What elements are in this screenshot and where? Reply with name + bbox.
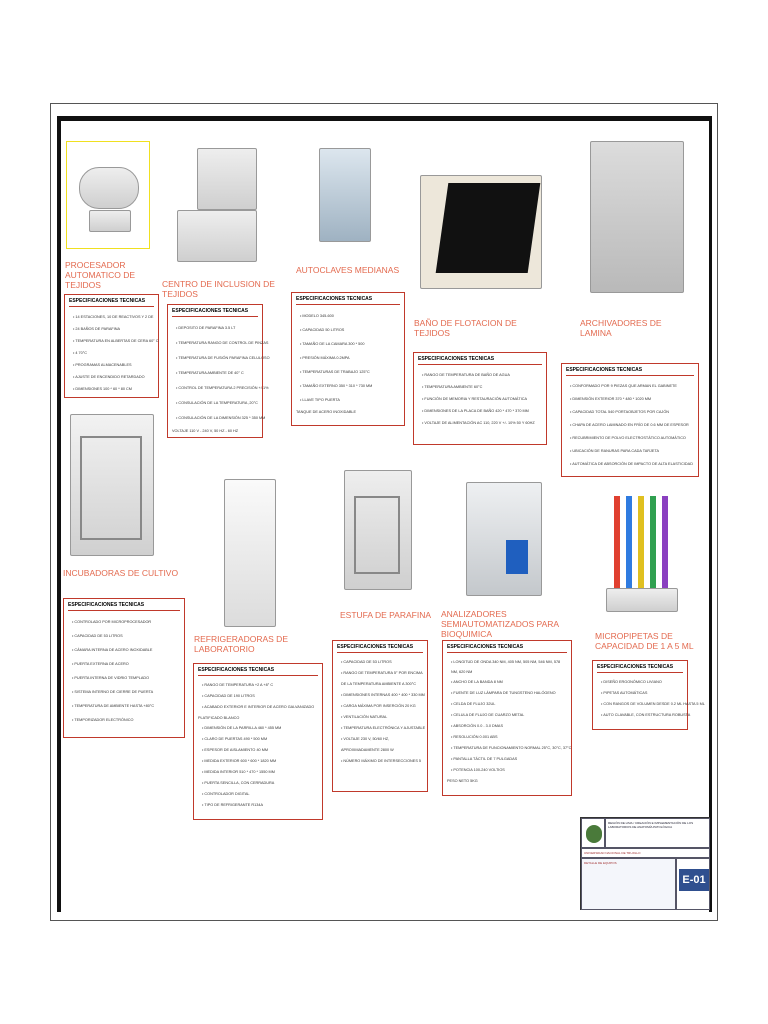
spec-item: • RANGO DE TEMPERATURA 5° POR ENCIMA DE LA TEMPERATURA AMBIENTE A 300°C: [341, 668, 423, 690]
spec-item: • TAMAÑO EXTERNO 350 * 310 * 730 MM: [300, 379, 400, 393]
spec-item: • TEMPORIZADOR ELECTRÓNICO: [72, 713, 180, 727]
spec-box: [442, 640, 572, 796]
university-name: UNIVERSIDAD NACIONAL DE TRUJILLO: [581, 848, 710, 858]
slide-cabinet-image: [580, 125, 690, 300]
spec-item: • DIMENSIÓN EXTERIOR 370 * 480 * 1020 MM: [570, 393, 694, 406]
spec-item: • PANTALLA TÁCTIL DE 7 PULGADAS: [451, 754, 567, 765]
spec-item: • FUNCIÓN DE MEMORIA Y RESTAURACIÓN AUTOMÁTICA: [422, 393, 542, 405]
spec-box: [193, 663, 323, 820]
spec-header: ESPECIFICACIONES TECNICAS: [296, 296, 400, 305]
equipment-title: BAÑO DE FLOTACION DE TEJIDOS: [414, 318, 517, 338]
equipment-title: MICROPIPETAS DE CAPACIDAD DE 1 A 5 ML: [595, 631, 694, 651]
spec-item: • PUERTA EXTERNA DE ACERO: [72, 657, 180, 671]
spec-header: ESPECIFICACIONES TECNICAS: [447, 644, 567, 653]
spec-box: [291, 292, 405, 426]
spec-item: • CONTROLADOR DIGITAL: [202, 789, 318, 800]
spec-item: • 24 BAÑOS DE PARAFINA: [73, 323, 154, 335]
spec-note: TANQUE DE ACERO INOXIDABLE: [296, 410, 357, 414]
spec-item: • TAMAÑO DE LA CAMARA 300 * 500: [300, 337, 400, 351]
spec-item: • CHAPA DE ACERO LAMINADO EN FRÍO DE 0.6 MM DE ESPESOR: [570, 419, 694, 432]
sheet-code-cell: [676, 858, 710, 910]
paraffin-oven-image: [342, 460, 412, 590]
spec-note: PLATIFICADO BLANCO: [198, 716, 240, 720]
spec-item: • PUERTA INTERNA DE VIDRIO TEMPLADO: [72, 671, 180, 685]
spec-item: • PIPETAS AUTOMÁTICAS: [601, 688, 683, 699]
spec-item: • DIMENSIONES 100 * 60 * 80 CM: [73, 383, 154, 395]
title-block-header: REGIÓN DE LIMA / CREACIÓN E IMPLEMENTACIÓN DE LOS LABORATORIOS DE ANATOMÍA PATOLÓGICA: [605, 818, 710, 848]
spec-item: • DIMENSIÓN DE LA PARRILLA 460 * 455 MM: [202, 723, 318, 734]
embedding-center-image: [167, 140, 257, 264]
spec-item: • CAPACIDAD DE 190 LITROS: [202, 691, 318, 702]
equipment-title: ARCHIVADORES DE LAMINA: [580, 318, 662, 338]
spec-item: • CLARO DE PUERTAS 490 * 500 MM: [202, 734, 318, 745]
spec-item: • VOLTAJE DE ALIMENTACIÓN AC 110, 220 V +/- 10% 50 Y 60HZ: [422, 417, 542, 429]
spec-item: • TIPO DE REFRIGERANTE R134A: [202, 800, 318, 811]
spec-item: • TEMPERATURA ELECTRÓNICA Y AJUSTABLE: [341, 723, 423, 734]
spec-item: • AUTOMÁTICA DE ABSORCIÓN DE IMPACTO DE ALTA ELASTICIDAD: [570, 458, 694, 471]
spec-box: [64, 294, 159, 398]
spec-note: VOLTAJE 110 V - 240 V, 50 HZ - 60 HZ: [172, 429, 239, 433]
spec-item: • FUENTE DE LUZ LÁMPARA DE TUNGSTENO HALÓGENO: [451, 688, 567, 699]
spec-item: • RANGO DE TEMPERATURA DE BAÑO DE AGUA: [422, 369, 542, 381]
spec-item: • TEMPERATURAS DE TRABAJO 125°C: [300, 365, 400, 379]
spec-item: • DISEÑO ERGONÓMICO LIVIANO: [601, 677, 683, 688]
spec-item: • ESPESOR DE AISLAMIENTO 40 MM: [202, 745, 318, 756]
spec-item: • DIMENSIONES INTERNAS 400 * 400 * 330 MM: [341, 690, 423, 701]
spec-header: ESPECIFICACIONES TECNICAS: [172, 308, 258, 317]
equipment-title: INCUBADORAS DE CULTIVO: [63, 568, 179, 578]
spec-item: • VENTILACIÓN NATURAL: [341, 712, 423, 723]
spec-item: • CONTROLADO POR MICROPROCESADOR: [72, 615, 180, 629]
flotation-bath-image: [416, 145, 544, 305]
spec-item: • CAPACIDAD 50 LITROS: [300, 323, 400, 337]
autoclave-image: [305, 128, 385, 243]
spec-item: • AUTO CLAVABLE, CON ESTRUCTURA ROBUSTA: [601, 710, 683, 721]
spec-item: • 14 ESTACIONES, 10 DE REACTIVOS Y 2 DE: [73, 311, 154, 323]
plan-title: DETALLE DE EQUIPOS: [584, 861, 617, 865]
equipment-title: PROCESADOR AUTOMATICO DE TEJIDOS: [65, 260, 136, 290]
spec-item: • 4 70°C: [73, 347, 154, 359]
spec-box: [167, 304, 270, 438]
university-logo: [581, 818, 605, 848]
spec-item: • MEDIDA EXTERIOR 600 * 600 * 1820 MM: [202, 756, 318, 767]
spec-item: • UBICACIÓN DE RANURAS PARA CADA TARJETA: [570, 445, 694, 458]
spec-item: • ANCHO DE LA BANDA 8 NM: [451, 677, 567, 688]
lab-fridge-image: [222, 477, 276, 627]
spec-note: PESO NETO 5KG: [447, 779, 478, 783]
spec-item: • TEMPERATURA DE AMBIENTE HASTA +80°C: [72, 699, 180, 713]
spec-item: • CONTROL DE TEMPERATURA 2 PRECISIÓN +/-1%: [176, 381, 258, 396]
equipment-title: AUTOCLAVES MEDIANAS: [296, 265, 400, 275]
plan-info: [581, 858, 676, 910]
spec-box: [561, 363, 699, 477]
spec-item: • TEMPERATURA RANGO DE CONTROL DE PINZAS: [176, 336, 258, 351]
spec-item: • LLAVE TIPO PUERTA: [300, 393, 400, 407]
spec-box: [413, 352, 547, 445]
spec-item: • PUERTA SENCILLA, CON CERRADURA: [202, 778, 318, 789]
spec-item: • DIMENSIONES DE LA PLACA DE BAÑO 420 * 470 * 370 MM: [422, 405, 542, 417]
spec-item: • AJUSTE DE ENCENDIDO RETARDADO: [73, 371, 154, 383]
spec-item: • RANGO DE TEMPERATURA +2 A +8° C: [202, 680, 318, 691]
spec-header: ESPECIFICACIONES TECNICAS: [198, 667, 318, 676]
equipment-title: CENTRO DE INCLUSION DE TEJIDOS: [162, 279, 275, 299]
spec-item: • TEMPERATURA AMBIENTE 60°C: [422, 381, 542, 393]
spec-item: • CAPACIDAD TOTAL 540 PORTAOBJETOS POR CAJÓN: [570, 406, 694, 419]
spec-item: • RESOLUCIÓN 0.001 ABS: [451, 732, 567, 743]
spec-item: • NÚMERO MÁXIMO DE INTERSECCIONES 5: [341, 756, 423, 767]
spec-item: • TEMPERATURA DE FUSIÓN PARAFINA CELULOSO: [176, 351, 258, 366]
spec-box: [332, 640, 428, 792]
spec-item: • PRESIÓN MÁXIMA 0.2MPA: [300, 351, 400, 365]
spec-item: • CÁMARA INTERNA DE ACERO INOXIDABLE: [72, 643, 180, 657]
spec-item: • SISTEMA INTERNO DE CIERRE DE PUERTA: [72, 685, 180, 699]
equipment-title: REFRIGERADORAS DE LABORATORIO: [194, 634, 288, 654]
spec-header: ESPECIFICACIONES TECNICAS: [566, 367, 694, 376]
spec-item: • MODELO 345-600: [300, 309, 400, 323]
spec-item: • PROGRAMAS ALMACENABLES: [73, 359, 154, 371]
title-block: [580, 817, 710, 910]
spec-header: ESPECIFICACIONES TECNICAS: [68, 602, 180, 611]
spec-item: • CONFORMADO POR 9 PIEZAS QUE ARMAN EL GABINETE: [570, 380, 694, 393]
equipment-title: ANALIZADORES SEMIAUTOMATIZADOS PARA BIOQUIMICA: [441, 609, 559, 639]
spec-item: • RECUBRIMIENTO DE POLVO ELECTROSTÁTICO AUTOMÁTICO: [570, 432, 694, 445]
spec-item: • CELULA DE FLUJO DE CUARZO METAL: [451, 710, 567, 721]
spec-item: • TEMPERATURA DE FUNCIONAMIENTO NORMAL 25°C, 30°C, 37°C: [451, 743, 567, 754]
biochem-analyzer-image: [462, 478, 544, 600]
spec-item: • VOLTAJE 230 V, 50/60 HZ, APROXIMADAMENTE 2800 W: [341, 734, 423, 756]
spec-header: ESPECIFICACIONES TECNICAS: [597, 664, 683, 673]
spec-item: • CARGA MÁXIMA POR INSERCIÓN 20 KG: [341, 701, 423, 712]
spec-item: • ACABADO EXTERIOR E INTERIOR DE ACERO GALVANIZADO: [202, 702, 318, 713]
spec-item: • CAPACIDAD DE 53 LITROS: [341, 657, 423, 668]
spec-item: • CONSULACIÓN DE LA DIMENSIÓN 325 * 350 MM: [176, 411, 258, 426]
spec-item: • TEMPERATURA EN ALBERTAS DE CERA 60° C: [73, 335, 154, 347]
sheet-code: E-01: [679, 869, 709, 891]
spec-item: • ABSORCIÓN 0.0 - 3.0 DMAS: [451, 721, 567, 732]
equipment-title: ESTUFA DE PARAFINA: [340, 610, 432, 620]
incubator-image: [66, 410, 156, 560]
spec-header: ESPECIFICACIONES TECNICAS: [337, 644, 423, 653]
spec-item: • POTENCIA 100-240 VOLTIOS: [451, 765, 567, 776]
spec-header: ESPECIFICACIONES TECNICAS: [418, 356, 542, 365]
processor-image: [66, 141, 150, 249]
spec-box: [592, 660, 705, 730]
spec-item: • CELDA DE FLUJO 32UL: [451, 699, 567, 710]
spec-item: • DEPOSITO DE PARAFINA 3.5 LT: [176, 321, 258, 336]
spec-item: • CAPACIDAD DE 53 LITROS: [72, 629, 180, 643]
spec-item: • LONGITUD DE ONDA 340 NM, 405 NM, 505 NM, 546 NM, 578 NM, 620 NM: [451, 657, 567, 677]
spec-item: • CONSULACIÓN DE LA TEMPERATURA ,20°C: [176, 396, 258, 411]
spec-box: [63, 598, 185, 738]
micropipette-image: [596, 492, 686, 622]
spec-item: • MEDIDA INTERIOR 510 * 470 * 1550 MM: [202, 767, 318, 778]
spec-header: ESPECIFICACIONES TECNICAS: [69, 298, 154, 307]
spec-item: • TEMPERATURA AMBIENTE DE 40° C: [176, 366, 258, 381]
spec-item: • CON RANGOS DE VOLUMEN DESDE 0.2 ML HASTA 5 ML: [601, 699, 683, 710]
